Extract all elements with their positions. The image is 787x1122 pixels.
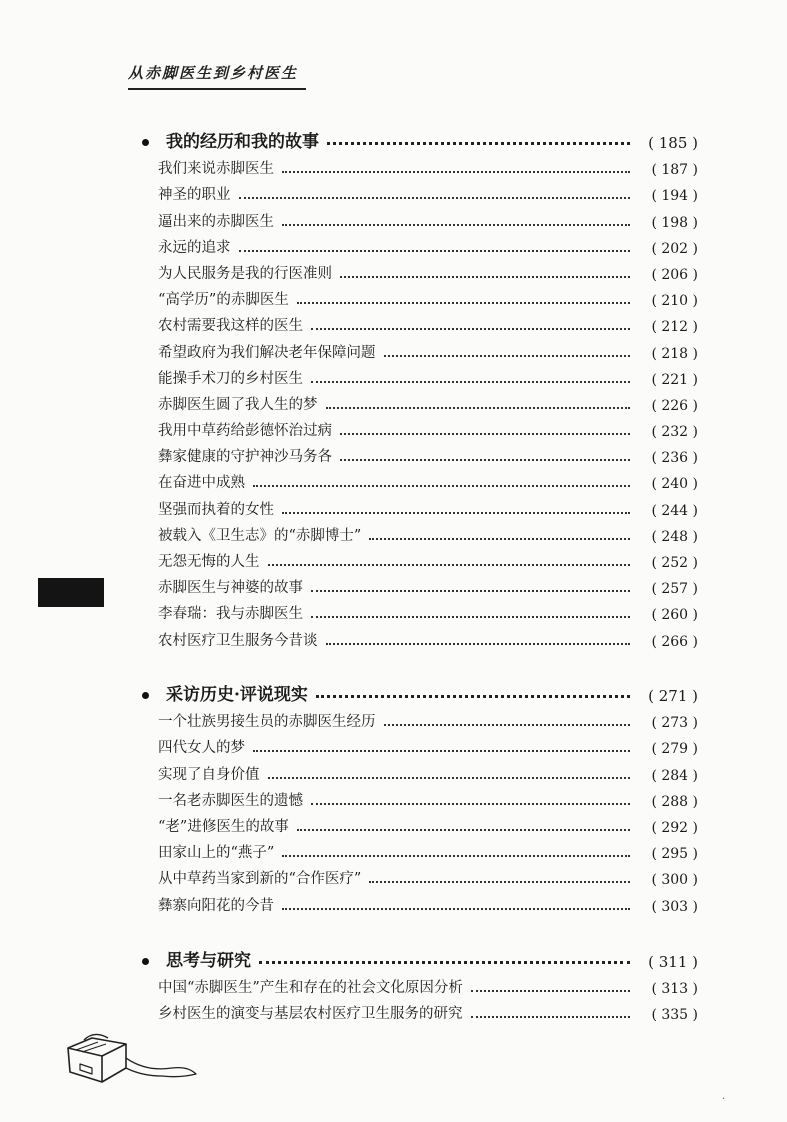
dot-leader <box>326 643 631 645</box>
entry-page: ( 248 ) <box>651 528 698 545</box>
toc-entry[interactable] <box>140 705 700 731</box>
toc-entry[interactable] <box>140 257 700 283</box>
bullet-icon <box>142 692 149 699</box>
entry-page: ( 206 ) <box>651 266 698 283</box>
entry-page: ( 210 ) <box>651 293 698 310</box>
entry-page: ( 194 ) <box>651 188 698 205</box>
toc-section-3 <box>140 943 700 1023</box>
entry-page: ( 288 ) <box>651 793 698 810</box>
toc-entry[interactable] <box>140 545 700 571</box>
section-page: ( 271 ) <box>648 687 698 705</box>
toc-entry[interactable] <box>140 492 700 518</box>
entry-title: 实现了自身价值 <box>158 766 260 783</box>
entry-title: 被载入《卫生志》的“赤脚博士” <box>158 527 362 544</box>
running-header: 从赤脚医生到乡村医生 <box>128 64 299 82</box>
dot-leader <box>282 855 630 857</box>
toc-entry[interactable] <box>140 971 700 997</box>
toc-entry[interactable] <box>140 757 700 783</box>
entry-page: ( 284 ) <box>651 767 698 784</box>
entry-title: 能操手术刀的乡村医生 <box>158 370 303 387</box>
toc-entry[interactable] <box>140 784 700 810</box>
bullet-icon <box>142 139 149 146</box>
toc-entry[interactable] <box>140 414 700 440</box>
section-heading[interactable] <box>140 677 700 705</box>
entry-title: 我们来说赤脚医生 <box>158 161 274 178</box>
entry-page: ( 212 ) <box>651 319 698 336</box>
entry-title: 田家山上的“燕子” <box>158 845 275 862</box>
dot-leader <box>282 171 630 173</box>
toc-entry[interactable] <box>140 440 700 466</box>
toc-entry[interactable] <box>140 997 700 1023</box>
entry-page: ( 187 ) <box>651 162 698 179</box>
entry-page: ( 218 ) <box>651 345 698 362</box>
entry-page: ( 244 ) <box>651 502 698 519</box>
entry-title: 永远的追求 <box>158 239 231 256</box>
dot-leader <box>282 908 630 910</box>
dot-leader <box>268 564 631 566</box>
toc-section-2 <box>140 677 700 915</box>
entry-page: ( 202 ) <box>651 240 698 257</box>
dot-leader <box>326 407 631 409</box>
dot-leader <box>471 1016 631 1018</box>
dot-leader <box>340 459 630 461</box>
entry-title: 从中草药当家到新的“合作医疗” <box>158 871 362 888</box>
section-heading[interactable] <box>140 124 700 152</box>
toc-entry[interactable] <box>140 362 700 388</box>
entry-page: ( 273 ) <box>651 715 698 732</box>
dot-leader <box>384 355 631 357</box>
entry-page: ( 279 ) <box>651 741 698 758</box>
dot-leader <box>239 197 631 199</box>
dot-leader <box>340 276 630 278</box>
entry-page: ( 266 ) <box>651 633 698 650</box>
entry-page: ( 295 ) <box>651 846 698 863</box>
entry-page: ( 260 ) <box>651 607 698 624</box>
dot-leader <box>311 590 630 592</box>
toc-entry[interactable] <box>140 519 700 545</box>
toc-entry[interactable] <box>140 178 700 204</box>
dot-leader <box>369 538 630 540</box>
dot-leader <box>316 695 630 698</box>
dot-leader <box>282 224 630 226</box>
toc-section-1 <box>140 124 700 650</box>
entry-title: 为人民服务是我的行医准则 <box>158 265 332 282</box>
entry-title: 无怨无悔的人生 <box>158 554 260 570</box>
toc-entry[interactable] <box>140 597 700 623</box>
dot-leader <box>311 616 630 618</box>
dot-leader <box>369 881 630 883</box>
entry-page: ( 313 ) <box>651 981 698 998</box>
entry-page: ( 300 ) <box>651 872 698 889</box>
dot-leader <box>253 750 630 752</box>
entry-title: 赤脚医生与神婆的故事 <box>158 580 303 597</box>
entry-page: ( 252 ) <box>651 555 698 571</box>
entry-page: ( 335 ) <box>651 1007 698 1024</box>
toc-entry[interactable] <box>140 888 700 914</box>
dot-leader <box>239 250 631 252</box>
entry-title: 中国“赤脚医生”产生和存在的社会文化原因分析 <box>158 980 463 997</box>
entry-page: ( 292 ) <box>651 819 698 836</box>
dot-leader <box>311 381 630 383</box>
entry-page: ( 198 ) <box>651 214 698 231</box>
entry-page: ( 303 ) <box>651 898 698 915</box>
toc-entry[interactable] <box>140 388 700 414</box>
entry-title: 一名老赤脚医生的遗憾 <box>158 792 303 809</box>
dot-leader <box>297 829 630 831</box>
header-rule <box>128 88 306 90</box>
dot-leader <box>297 302 630 304</box>
toc-entry[interactable] <box>140 862 700 888</box>
entry-title: 四代女人的梦 <box>158 740 245 757</box>
entry-title: “老”进修医生的故事 <box>158 818 289 835</box>
dot-leader <box>282 512 630 514</box>
toc-entry[interactable] <box>140 836 700 862</box>
dot-leader <box>253 485 630 487</box>
entry-page: ( 226 ) <box>651 397 698 414</box>
entry-title: 彝寨向阳花的今昔 <box>158 897 274 914</box>
entry-title: 李春瑞：我与赤脚医生 <box>158 606 303 623</box>
dot-leader <box>340 433 630 435</box>
toc-entry[interactable] <box>140 571 700 597</box>
dot-leader <box>471 990 630 992</box>
entry-page: ( 236 ) <box>651 450 698 467</box>
section-page: ( 311 ) <box>648 953 698 971</box>
entry-title: 坚强而执着的女性 <box>158 501 274 518</box>
bullet-icon <box>142 958 149 965</box>
toc-entry[interactable] <box>140 309 700 335</box>
entry-title: 希望政府为我们解决老年保障问题 <box>158 344 376 361</box>
toc-entry[interactable] <box>140 283 700 309</box>
entry-title: 我用中草药给彭德怀治过病 <box>158 423 332 440</box>
page-mark: · <box>722 1094 726 1105</box>
section-title: 我的经历和我的故事 <box>166 132 319 152</box>
toc-entry[interactable] <box>140 152 700 178</box>
section-page: ( 185 ) <box>648 134 698 152</box>
dot-leader <box>384 724 631 726</box>
toc-entry[interactable] <box>140 231 700 257</box>
entry-page: ( 257 ) <box>651 581 698 598</box>
toc-entry[interactable] <box>140 466 700 492</box>
entry-title: 彝家健康的守护神沙马务各 <box>158 449 332 466</box>
toc-entry[interactable] <box>140 810 700 836</box>
dot-leader <box>268 777 631 779</box>
toc-entry[interactable] <box>140 623 700 649</box>
entry-title: 农村医疗卫生服务今昔谈 <box>158 632 318 649</box>
toc-entry[interactable] <box>140 731 700 757</box>
entry-title: 赤脚医生圆了我人生的梦 <box>158 396 318 413</box>
entry-title: 农村需要我这样的医生 <box>158 318 303 335</box>
entry-title: 乡村医生的演变与基层农村医疗卫生服务的研究 <box>158 1006 463 1023</box>
entry-title: 逼出来的赤脚医生 <box>158 213 274 230</box>
dot-leader <box>311 328 630 330</box>
dot-leader <box>259 961 630 964</box>
entry-title: 在奋进中成熟 <box>158 475 245 492</box>
dot-leader <box>327 142 630 145</box>
thumb-index-tab <box>38 578 104 607</box>
medical-box-icon <box>62 1028 202 1084</box>
entry-page: ( 232 ) <box>651 424 698 441</box>
entry-page: ( 221 ) <box>651 371 698 388</box>
section-title: 思考与研究 <box>166 951 251 971</box>
toc-entry[interactable] <box>140 335 700 361</box>
entry-title: “高学历”的赤脚医生 <box>158 292 289 309</box>
dot-leader <box>311 803 630 805</box>
section-title: 采访历史·评说现实 <box>166 685 308 705</box>
entry-title: 一个壮族男接生员的赤脚医生经历 <box>158 714 376 731</box>
entry-page: ( 240 ) <box>651 476 698 493</box>
entry-title: 神圣的职业 <box>158 187 231 204</box>
toc-entry[interactable] <box>140 204 700 230</box>
section-heading[interactable] <box>140 943 700 971</box>
